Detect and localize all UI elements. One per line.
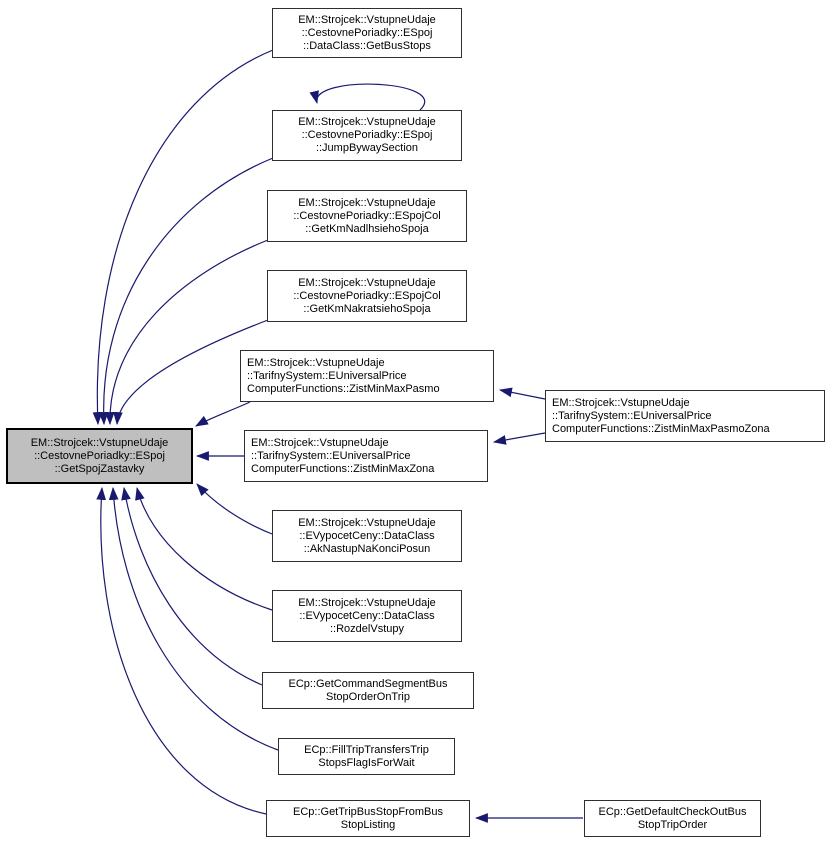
node-zist-min-max-pasmo-line-1: EM::Strojcek::VstupneUdaje — [247, 356, 385, 369]
node-rozdel-vstupy-line-2: ::EVypocetCeny::DataClass — [299, 609, 435, 622]
node-jump-byway-section-line-1: EM::Strojcek::VstupneUdaje — [298, 116, 436, 128]
node-zist-min-max-pasmo-zona-line-3: ComputerFunctions::ZistMinMaxPasmoZona — [552, 422, 770, 435]
edge-pasmo-zona-to-pasmo — [500, 390, 545, 399]
node-fill-trip-transfers-line-2: StopsFlagIsForWait — [318, 756, 415, 769]
node-ak-nastup-na-konci-posun-line-2: ::EVypocetCeny::DataClass — [299, 529, 435, 542]
node-zist-min-max-pasmo-zona[interactable] — [545, 390, 825, 442]
node-get-km-nadlhsieho-spoja[interactable] — [267, 190, 467, 242]
edge-jump-byway-self-loop — [317, 84, 425, 110]
node-jump-byway-section[interactable] — [272, 110, 462, 161]
node-zist-min-max-pasmo-zona-line-1: EM::Strojcek::VstupneUdaje — [552, 396, 690, 409]
node-get-default-check-out-bus-stop-trip-order[interactable] — [584, 800, 761, 837]
node-jump-byway-section-line-3: ::JumpBywaySection — [315, 142, 419, 154]
node-zist-min-max-pasmo-line-3: ComputerFunctions::ZistMinMaxPasmo — [247, 382, 440, 395]
node-rozdel-vstupy[interactable] — [272, 590, 462, 642]
node-get-default-check-out-line-1: ECp::GetDefaultCheckOutBus — [598, 805, 747, 818]
node-fill-trip-transfers-trip-stops-flag-is-for-wait[interactable] — [278, 738, 455, 775]
node-get-bus-stops-line-1: EM::Strojcek::VstupneUdaje — [298, 13, 436, 26]
node-zist-min-max-zona-line-2: ::TarifnySystem::EUniversalPrice — [251, 449, 411, 462]
node-get-trip-bus-stop-from-bus-stop-listing[interactable] — [266, 800, 470, 837]
node-get-km-nakratsieho-spoja[interactable] — [267, 270, 467, 322]
node-get-trip-bus-stop-line-1: ECp::GetTripBusStopFromBus — [293, 805, 443, 818]
edge-fill-trip-to-main — [113, 488, 278, 750]
node-get-command-segment-bus-stop-order-on-trip[interactable] — [262, 672, 474, 709]
node-get-bus-stops-line-2: ::CestovnePoriadky::ESpoj — [301, 26, 433, 39]
node-ak-nastup-na-konci-posun-line-1: EM::Strojcek::VstupneUdaje — [298, 516, 436, 529]
node-get-command-segment-line-1: ECp::GetCommandSegmentBus — [288, 677, 448, 690]
node-get-bus-stops[interactable] — [272, 8, 462, 58]
node-get-km-nakratsieho-spoja-line-1: EM::Strojcek::VstupneUdaje — [298, 276, 436, 289]
edge-rozdel-to-main — [137, 488, 272, 610]
node-zist-min-max-zona-line-3: ComputerFunctions::ZistMinMaxZona — [251, 462, 435, 475]
edge-pasmo-to-main — [196, 402, 250, 426]
node-zist-min-max-pasmo-line-2: ::TarifnySystem::EUniversalPrice — [247, 369, 407, 382]
node-zist-min-max-zona-line-1: EM::Strojcek::VstupneUdaje — [251, 436, 389, 449]
edge-command-segment-to-main — [124, 488, 262, 685]
node-ak-nastup-na-konci-posun[interactable] — [272, 510, 462, 562]
node-get-km-nakratsieho-spoja-line-2: ::CestovnePoriadky::ESpojCol — [293, 289, 441, 302]
node-get-spoj-zastavky-line-3: ::GetSpojZastavky — [54, 462, 145, 475]
node-get-trip-bus-stop-line-2: StopListing — [340, 818, 396, 831]
node-rozdel-vstupy-line-3: ::RozdelVstupy — [330, 622, 404, 635]
node-get-spoj-zastavky-line-1: EM::Strojcek::VstupneUdaje — [30, 436, 169, 449]
node-fill-trip-transfers-line-1: ECp::FillTripTransfersTrip — [304, 743, 429, 756]
node-rozdel-vstupy-line-1: EM::Strojcek::VstupneUdaje — [298, 596, 436, 609]
edge-pasmo-zona-to-zona — [494, 433, 545, 442]
node-get-default-check-out-line-2: StopTripOrder — [637, 818, 708, 831]
node-zist-min-max-pasmo[interactable] — [240, 350, 494, 402]
node-get-bus-stops-line-3: ::DataClass::GetBusStops — [303, 39, 431, 52]
node-get-km-nadlhsieho-spoja-line-3: ::GetKmNadlhsiehoSpoja — [305, 222, 429, 235]
node-jump-byway-section-line-2: ::CestovnePoriadky::ESpoj — [301, 129, 433, 141]
node-zist-min-max-zona[interactable] — [244, 430, 488, 482]
node-get-spoj-zastavky-line-2: ::CestovnePoriadky::ESpoj — [34, 449, 165, 462]
edge-ak-nastup-to-main — [197, 484, 272, 534]
node-get-km-nakratsieho-spoja-line-3: ::GetKmNakratsiehoSpoja — [303, 302, 431, 315]
edge-trip-bus-stop-to-main — [101, 488, 266, 814]
node-get-km-nadlhsieho-spoja-line-2: ::CestovnePoriadky::ESpojCol — [293, 209, 441, 222]
node-get-km-nadlhsieho-spoja-line-1: EM::Strojcek::VstupneUdaje — [298, 196, 436, 209]
node-ak-nastup-na-konci-posun-line-3: ::AkNastupNaKonciPosun — [303, 542, 431, 555]
node-get-command-segment-line-2: StopOrderOnTrip — [326, 690, 410, 703]
node-zist-min-max-pasmo-zona-line-2: ::TarifnySystem::EUniversalPrice — [552, 409, 712, 422]
node-get-spoj-zastavky — [6, 428, 193, 484]
